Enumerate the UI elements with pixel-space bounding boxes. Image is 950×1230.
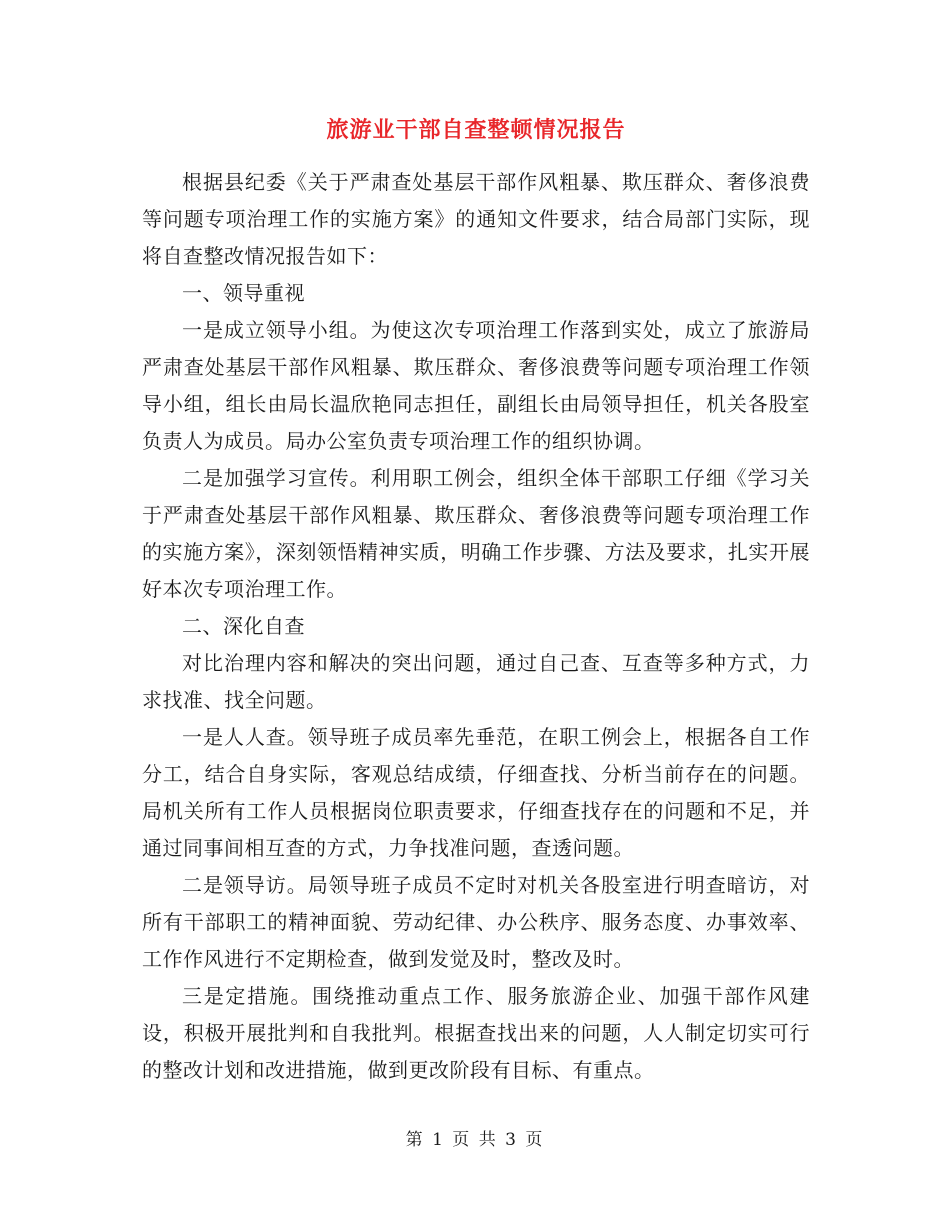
- paragraph-inspection-methods: 对比治理内容和解决的突出问题，通过自己查、互查等多种方式，力求找准、找全问题。: [142, 651, 810, 712]
- paragraph-set-measures: 三是定措施。围绕推动重点工作、服务旅游企业、加强干部作风建设，积极开展批判和自我批判。根据查找出来的问题，人人制定切实可行的整改计划和改进措施，做到更改阶段有目标、有重点。: [142, 984, 810, 1082]
- paragraph-study-promotion: 二是加强学习宣传。利用职工例会，组织全体干部职工仔细《学习关于严肃查处基层干部作风粗暴、欺压群众、奢侈浪费等问题专项治理工作的实施方案》，深刻领悟精神实质，明确工作步骤、方法及要求，扎实开展好本次专项治理工作。: [142, 466, 810, 601]
- document-page: [142, 108, 810, 1089]
- section-heading-self-inspection: 二、深化自查: [182, 614, 305, 638]
- section-heading-leadership: 一、领导重视: [182, 281, 305, 305]
- paragraph-everyone-checks: 一是人人查。领导班子成员率先垂范，在职工例会上，根据各自工作分工，结合自身实际，客观总结成绩，仔细查找、分析当前存在的问题。局机关所有工作人员根据岗位职责要求，仔细查找存在的问题和不足，并通过同事间相互查的方式，力争找准问题，查透问题。: [142, 725, 810, 860]
- document-title: 旅游业干部自查整顿情况报告: [326, 117, 626, 143]
- page-number-footer: 第 1 页 共 3 页: [405, 1130, 545, 1150]
- paragraph-intro: 根据县纪委《关于严肃查处基层干部作风粗暴、欺压群众、奢侈浪费等问题专项治理工作的实施方案》的通知文件要求，结合局部门实际，现将自查整改情况报告如下：: [142, 170, 810, 268]
- paragraph-leading-group: 一是成立领导小组。为使这次专项治理工作落到实处，成立了旅游局严肃查处基层干部作风粗暴、欺压群众、奢侈浪费等问题专项治理工作领导小组，组长由局长温欣艳同志担任，副组长由局领导担任，机关各股室负责人为成员。局办公室负责专项治理工作的组织协调。: [142, 318, 810, 453]
- paragraph-leader-visits: 二是领导访。局领导班子成员不定时对机关各股室进行明查暗访，对所有干部职工的精神面貌、劳动纪律、办公秩序、服务态度、办事效率、工作作风进行不定期检查，做到发觉及时，整改及时。: [142, 873, 810, 971]
